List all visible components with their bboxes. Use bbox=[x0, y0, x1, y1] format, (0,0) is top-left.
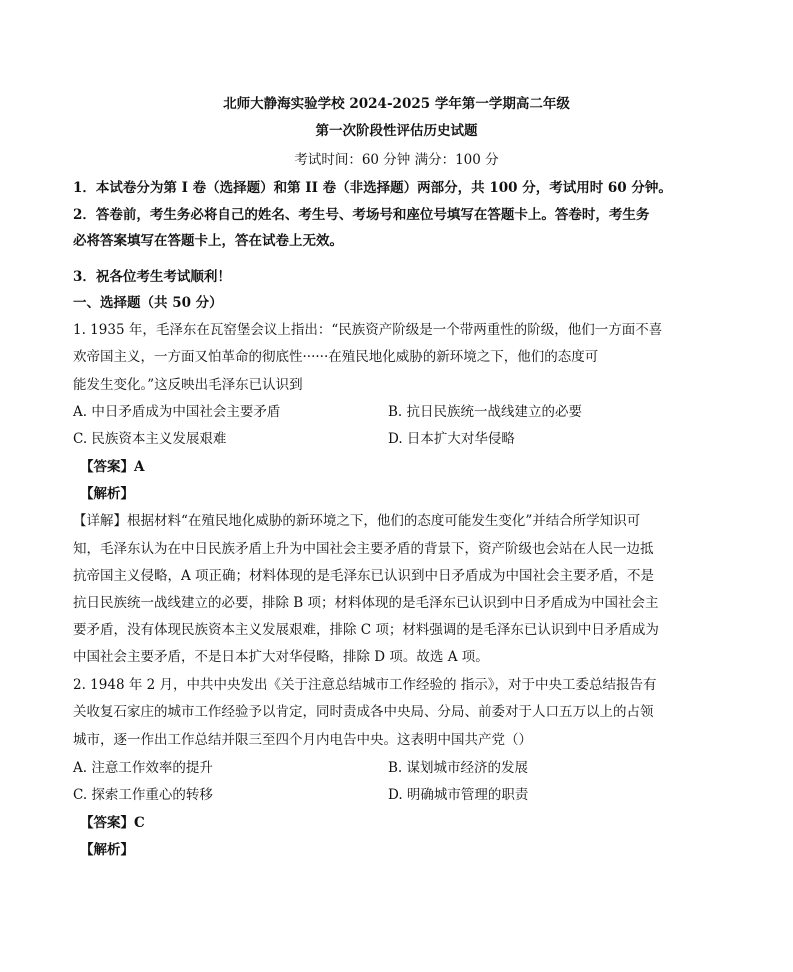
q1-detail-line-2: 知，毛泽东认为在中日民族矛盾上升为中国社会主要矛盾的背景下，资产阶级也会站在人民一边抵 bbox=[73, 541, 654, 557]
instruction-1: 1．本试卷分为第 I 卷（选择题）和第 II 卷（非选择题）两部分，共 100 分，考试用时 60 分钟。 bbox=[73, 180, 672, 196]
q2-stem-line-3: 城市，逐一作出工作总结并限三至四个月内电告中央。这表明中国共产党（） bbox=[73, 732, 532, 748]
q1-stem-line-1: 1. 1935 年，毛泽东在瓦窑堡会议上指出：“民族资产阶级是一个带两重性的阶级，他们一方面不喜 bbox=[73, 322, 663, 338]
exam-subtitle: 第一次阶段性评估历史试题 bbox=[315, 123, 478, 139]
section-heading: 一、选择题（共 50 分） bbox=[73, 295, 223, 311]
instruction-2-line-2: 必将答案填写在答题卡上，答在试卷上无效。 bbox=[73, 233, 343, 249]
q1-detail-line-5: 要矛盾，没有体现民族资本主义发展艰难，排除 C 项；材料强调的是毛泽东已认识到中日矛盾成为 bbox=[73, 622, 659, 638]
q1-stem-line-2: 欢帝国主义，一方面又怕革命的彻底性······在殖民地化威胁的新环境之下，他们的态度可 bbox=[73, 349, 599, 365]
q1-option-b: B. 抗日民族统一战线建立的必要 bbox=[388, 404, 583, 420]
q1-detail-line-3: 抗帝国主义侵略，A 项正确；材料体现的是毛泽东已认识到中日矛盾成为中国社会主要矛盾，不是 bbox=[73, 568, 655, 584]
q2-analysis-label: 【解析】 bbox=[80, 842, 134, 858]
q2-option-c: C. 探索工作重心的转移 bbox=[73, 787, 213, 803]
q1-detail-line-6: 中国社会主要矛盾，不是日本扩大对华侵略，排除 D 项。故选 A 项。 bbox=[73, 649, 489, 665]
q1-option-a: A. 中日矛盾成为中国社会主要矛盾 bbox=[73, 404, 281, 420]
q1-detail-line-1: 【详解】根据材料“在殖民地化威胁的新环境之下，他们的态度可能发生变化”并结合所学知识可 bbox=[73, 513, 641, 529]
q2-option-d: D. 明确城市管理的职责 bbox=[388, 787, 529, 803]
exam-title: 北师大静海实验学校 2024-2025 学年第一学期高二年级 bbox=[223, 96, 570, 112]
q1-stem-line-3: 能发生变化。”这反映出毛泽东已认识到 bbox=[73, 377, 303, 393]
q2-stem-line-2: 关收复石家庄的城市工作经验予以肯定，同时责成各中央局、分局、前委对于人口五万以上的占领 bbox=[73, 704, 654, 720]
q1-analysis-label: 【解析】 bbox=[80, 486, 134, 502]
q1-answer: 【答案】A bbox=[80, 459, 145, 475]
q2-option-a: A. 注意工作效率的提升 bbox=[73, 760, 213, 776]
q2-stem-line-1: 2. 1948 年 2 月，中共中央发出《关于注意总结城市工作经验的 指示》，对于中央工委总结报告有 bbox=[73, 677, 657, 693]
instruction-2-line-1: 2．答卷前，考生务必将自己的姓名、考生号、考场号和座位号填写在答题卡上。答卷时，考生务 bbox=[73, 207, 650, 223]
q2-answer: 【答案】C bbox=[80, 815, 145, 831]
q1-option-d: D. 日本扩大对华侵略 bbox=[388, 431, 515, 447]
q1-detail-line-4: 抗日民族统一战线建立的必要，排除 B 项；材料体现的是毛泽东已认识到中日矛盾成为中国社会主 bbox=[73, 595, 659, 611]
q1-option-c: C. 民族资本主义发展艰难 bbox=[73, 431, 227, 447]
exam-time-info: 考试时间：60 分钟 满分：100 分 bbox=[294, 152, 499, 168]
q2-option-b: B. 谋划城市经济的发展 bbox=[388, 760, 529, 776]
instruction-3: 3．祝各位考生考试顺利！ bbox=[73, 269, 231, 285]
